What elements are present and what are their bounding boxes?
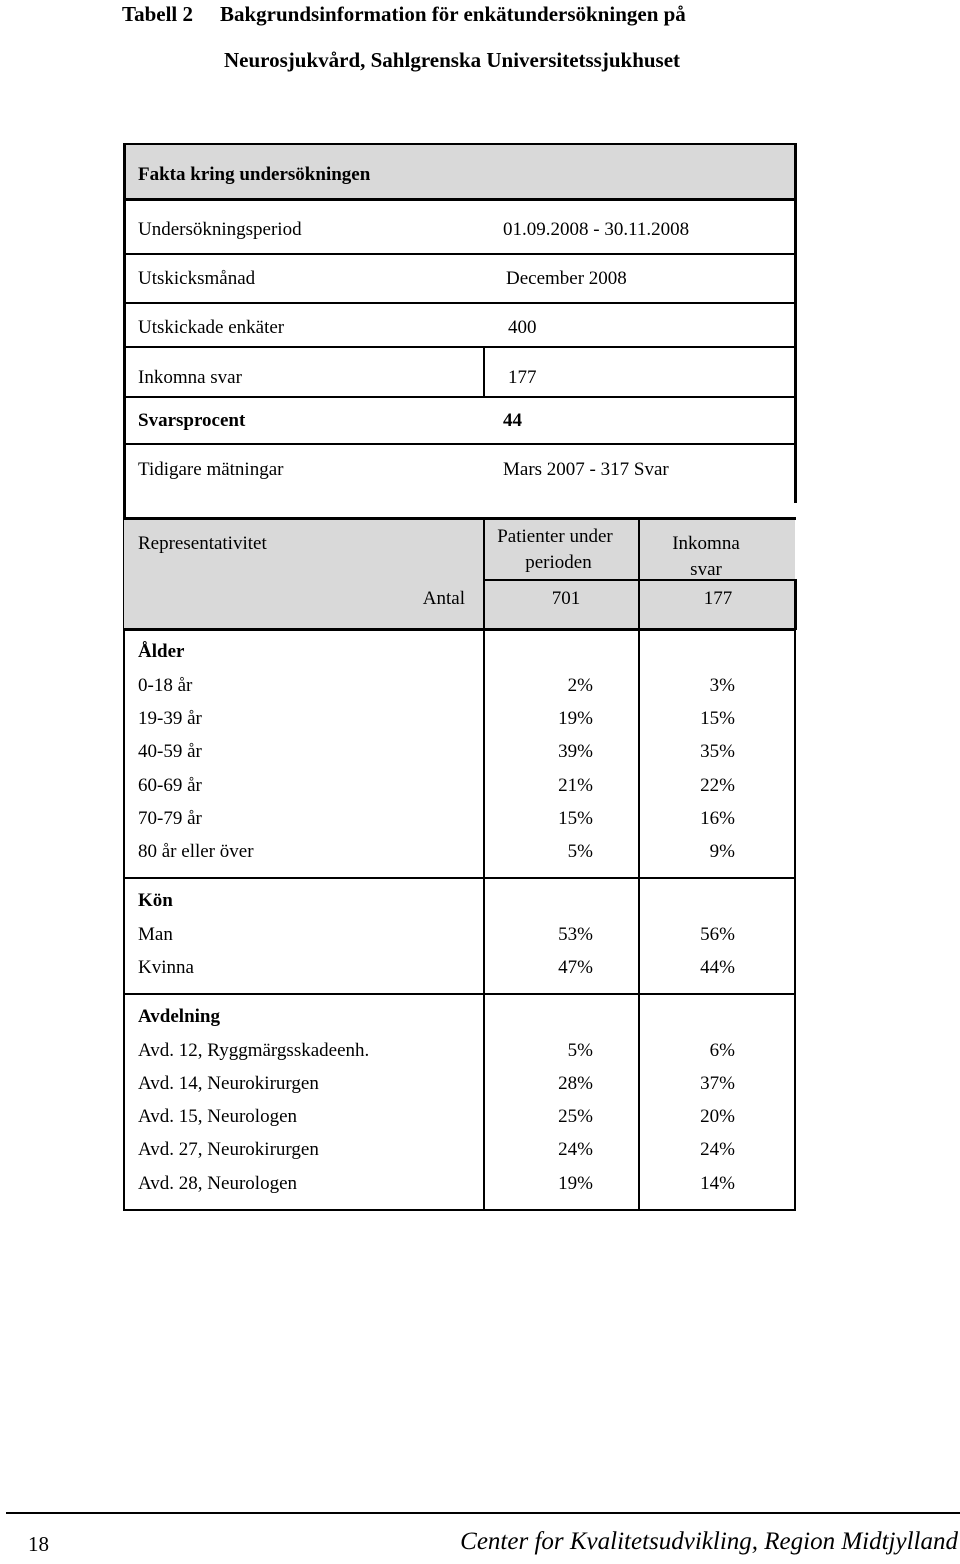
fact-label: Inkomna svar bbox=[138, 367, 242, 388]
fact-value: Mars 2007 - 317 Svar bbox=[503, 459, 669, 480]
row-value-responses: 35% bbox=[700, 741, 735, 762]
antal-label: Antal bbox=[422, 588, 465, 609]
row-value-responses: 14% bbox=[700, 1173, 735, 1194]
row-label: 40-59 år bbox=[138, 741, 202, 762]
row-label: Kvinna bbox=[138, 957, 194, 978]
table-title-line-2: Neurosjukvård, Sahlgrenska Universitetssjukhuset bbox=[224, 48, 681, 72]
facts-header: Fakta kring undersökningen bbox=[138, 164, 371, 185]
row-value-responses: 37% bbox=[700, 1073, 735, 1094]
row-value-patients: 21% bbox=[558, 775, 593, 796]
row-label: 70-79 år bbox=[138, 808, 202, 829]
table-title-line-1: Bakgrundsinformation för enkätundersökningen på bbox=[220, 2, 686, 26]
antal-patients: 701 bbox=[551, 588, 581, 609]
row-label: Avd. 14, Neurokirurgen bbox=[138, 1073, 319, 1094]
row-label: Avd. 27, Neurokirurgen bbox=[138, 1139, 319, 1160]
row-value-responses: 9% bbox=[709, 841, 735, 862]
col-header-responses-2: svar bbox=[690, 559, 722, 580]
antal-responses: 177 bbox=[703, 588, 733, 609]
representativity-label: Representativitet bbox=[138, 533, 267, 554]
fact-label: Undersökningsperiod bbox=[138, 219, 302, 240]
row-value-patients: 24% bbox=[558, 1139, 593, 1160]
row-label: Avd. 12, Ryggmärgsskadeenh. bbox=[138, 1040, 370, 1061]
row-value-patients: 5% bbox=[567, 841, 593, 862]
row-label: 19-39 år bbox=[138, 708, 202, 729]
row-value-patients: 28% bbox=[558, 1073, 593, 1094]
row-label: 60-69 år bbox=[138, 775, 202, 796]
page-number: 18 bbox=[28, 1532, 49, 1556]
row-label: Man bbox=[138, 924, 173, 945]
fact-label: Utskicksmånad bbox=[138, 268, 256, 289]
row-value-responses: 44% bbox=[700, 957, 735, 978]
row-value-patients: 15% bbox=[558, 808, 593, 829]
row-value-patients: 47% bbox=[558, 957, 593, 978]
row-label: 80 år eller över bbox=[138, 841, 254, 862]
row-value-patients: 5% bbox=[567, 1040, 593, 1061]
fact-label: Utskickade enkäter bbox=[138, 317, 285, 338]
row-value-responses: 22% bbox=[700, 775, 735, 796]
row-value-patients: 53% bbox=[558, 924, 593, 945]
footer-rule bbox=[6, 1512, 960, 1514]
row-value-patients: 25% bbox=[558, 1106, 593, 1127]
col-header-patients-1: Patienter under bbox=[497, 526, 613, 547]
fact-value: December 2008 bbox=[506, 268, 627, 289]
fact-value: 01.09.2008 - 30.11.2008 bbox=[503, 219, 690, 240]
row-value-patients: 2% bbox=[567, 675, 593, 696]
row-value-patients: 19% bbox=[558, 708, 593, 729]
fact-value: 44 bbox=[503, 410, 522, 431]
table-label: Tabell 2 bbox=[122, 2, 193, 26]
row-value-responses: 16% bbox=[700, 808, 735, 829]
col-header-responses-1: Inkomna bbox=[672, 533, 740, 554]
fact-value: 400 bbox=[508, 317, 537, 338]
row-value-responses: 3% bbox=[709, 675, 735, 696]
fact-value: 177 bbox=[508, 367, 537, 388]
row-value-responses: 24% bbox=[700, 1139, 735, 1160]
group-header-department: Avdelning bbox=[138, 1006, 221, 1027]
fact-label: Tidigare mätningar bbox=[138, 459, 284, 480]
footer-organization: Center for Kvalitetsudvikling, Region Midtjylland bbox=[460, 1528, 958, 1555]
facts-border bbox=[123, 143, 796, 145]
group-header-age: Ålder bbox=[138, 641, 185, 662]
fact-label: Svarsprocent bbox=[138, 410, 246, 431]
row-value-patients: 39% bbox=[558, 741, 593, 762]
row-value-responses: 15% bbox=[700, 708, 735, 729]
row-label: Avd. 28, Neurologen bbox=[138, 1173, 298, 1194]
row-value-responses: 56% bbox=[700, 924, 735, 945]
row-value-patients: 19% bbox=[558, 1173, 593, 1194]
row-value-responses: 6% bbox=[709, 1040, 735, 1061]
row-label: Avd. 15, Neurologen bbox=[138, 1106, 298, 1127]
col-header-patients-2: perioden bbox=[525, 552, 592, 573]
group-header-gender: Kön bbox=[138, 890, 173, 911]
row-label: 0-18 år bbox=[138, 675, 193, 696]
row-value-responses: 20% bbox=[700, 1106, 735, 1127]
